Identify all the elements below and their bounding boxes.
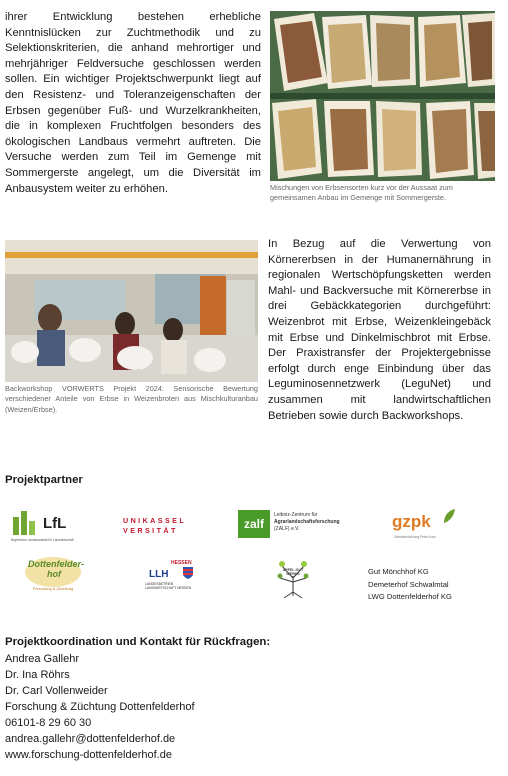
contact-website-link[interactable]: www.forschung-dottenfelderhof.de xyxy=(5,749,172,761)
zalf-line2: Agrarlandschaftsforschung xyxy=(274,519,340,525)
pea-boxes-illustration xyxy=(270,11,495,181)
photo1-caption: Mischungen von Erbsensorten kurz vor der Aussaat zum gemeinsamen Anbau im Gemenge mit Sommergerste. xyxy=(270,183,453,203)
gzpk-logo xyxy=(392,508,462,542)
llh-logo xyxy=(145,560,197,592)
backworkshop-photo xyxy=(5,240,258,382)
apfel-line1: APFEL:GUT xyxy=(282,568,304,572)
partner-names-list xyxy=(368,566,452,604)
hessen-lion-icon xyxy=(183,567,193,579)
dottenfelder-line1: Dottenfelder- xyxy=(28,559,84,569)
intro-paragraph: ihrer Entwicklung bestehen erhebliche Kenntnislücken zur Zuchtmethodik und zu Selektionskriterien, die anhand mehrortiger und mehrjähriger Feldversuche geschlossen werden sollen. Ein wichtiger Projektschwerpunkt liegt auf den Resistenz- und Toleranzeigenschaften der Erbsen gegenüber Fuß- und Wurzelkrankheiten, die in komplexen Fruchtfolgen besonders des ökologischen Landbaus vermehrt auftreten. Die Versuche werden zum Teil im Gemenge mit Sommergerste angelegt, um die Diversität im Anbausystem weiter zu erhöhen. xyxy=(5,11,261,195)
gzpk-text: gzpk xyxy=(392,512,431,531)
contact-heading: Projektkoordination und Kontakt für Rückfragen: xyxy=(5,636,271,648)
contact-name: Andrea Gallehr xyxy=(5,653,79,665)
llh-sub2: LANDWIRTSCHAFT HESSEN xyxy=(145,586,192,591)
apfel-line2: WERKS xyxy=(286,572,300,577)
contact-organization: Forschung & Züchtung Dottenfelderhof xyxy=(5,701,195,713)
partners-heading: Projektpartner xyxy=(5,474,83,486)
workshop-illustration xyxy=(5,240,258,382)
lfl-leaf-icon xyxy=(11,507,37,537)
dottenfelderhof-logo xyxy=(24,556,84,596)
gzpk-subtitle: Getreidezüchtung Peter Kunz xyxy=(394,535,436,539)
contact-phone[interactable]: 06101-8 29 60 30 xyxy=(5,717,92,729)
apfelgut-logo xyxy=(272,548,314,600)
partner-name: LWG Dottenfelderhof KG xyxy=(368,592,452,602)
llh-state: HESSEN xyxy=(171,560,192,566)
zalf-logo xyxy=(238,510,353,542)
dottenfelder-subtitle: Forschung & Züchtung xyxy=(32,586,74,591)
lfl-subtitle: Bayerische Landesanstalt für Landwirtschaft xyxy=(11,538,74,542)
partner-name: Gut Mönchhof KG xyxy=(368,567,429,576)
contact-name: Dr. Carl Vollenweider xyxy=(5,685,108,697)
kassel-line1: UNIKASSEL xyxy=(123,516,187,525)
llh-text: LLH xyxy=(149,569,169,580)
zalf-line3: (ZALF) e.V. xyxy=(274,526,300,532)
llh-sub1: LANDESBETRIEB xyxy=(145,582,174,586)
kassel-line2: VERSITÄT xyxy=(123,526,178,535)
partner-name: Demeterhof Schwalmtal xyxy=(368,579,449,589)
lfl-logo xyxy=(11,507,91,547)
pea-mixtures-photo xyxy=(270,11,495,181)
contact-block xyxy=(5,651,195,763)
contact-name: Dr. Ina Röhrs xyxy=(5,669,70,681)
gzpk-leaf-icon xyxy=(442,508,456,524)
uni-kassel-logo xyxy=(123,516,205,540)
contact-email-link[interactable]: andrea.gallehr@dottenfelderhof.de xyxy=(5,733,176,745)
lfl-text: LfL xyxy=(43,515,67,532)
zalf-line1: Leibniz-Zentrum für xyxy=(274,512,318,518)
utilization-paragraph: In Bezug auf die Verwertung von Körnererbsen in der Humanernährung in regionalen Wertschöpfungsketten werden Mahl- und Backversuche mit Körnererbse in drei Gebäckkategorien durchgeführt: Weizenbrot mit Erbse, Weizenkleingebäck mit Erbse und Dinkelmischbrot mit Erbse. Der Praxistransfer der Projektergebnisse erfolgt durch enge Einbindung über das Leguminosennetzwerk (LeguNet) und zusammen mit landwirtschaftlichen Betrieben sowie durch Backworkshops. xyxy=(268,238,491,422)
photo2-caption: Backworkshop VORWERTS Projekt 2024: Sensorische Bewertung verschiedener Anteile von Erbse in Weizenbroten aus Mischkulturanbau (Weizen/Erbse). xyxy=(5,384,258,414)
dottenfelder-line2: hof xyxy=(47,569,61,579)
zalf-mark: zalf xyxy=(238,510,270,538)
